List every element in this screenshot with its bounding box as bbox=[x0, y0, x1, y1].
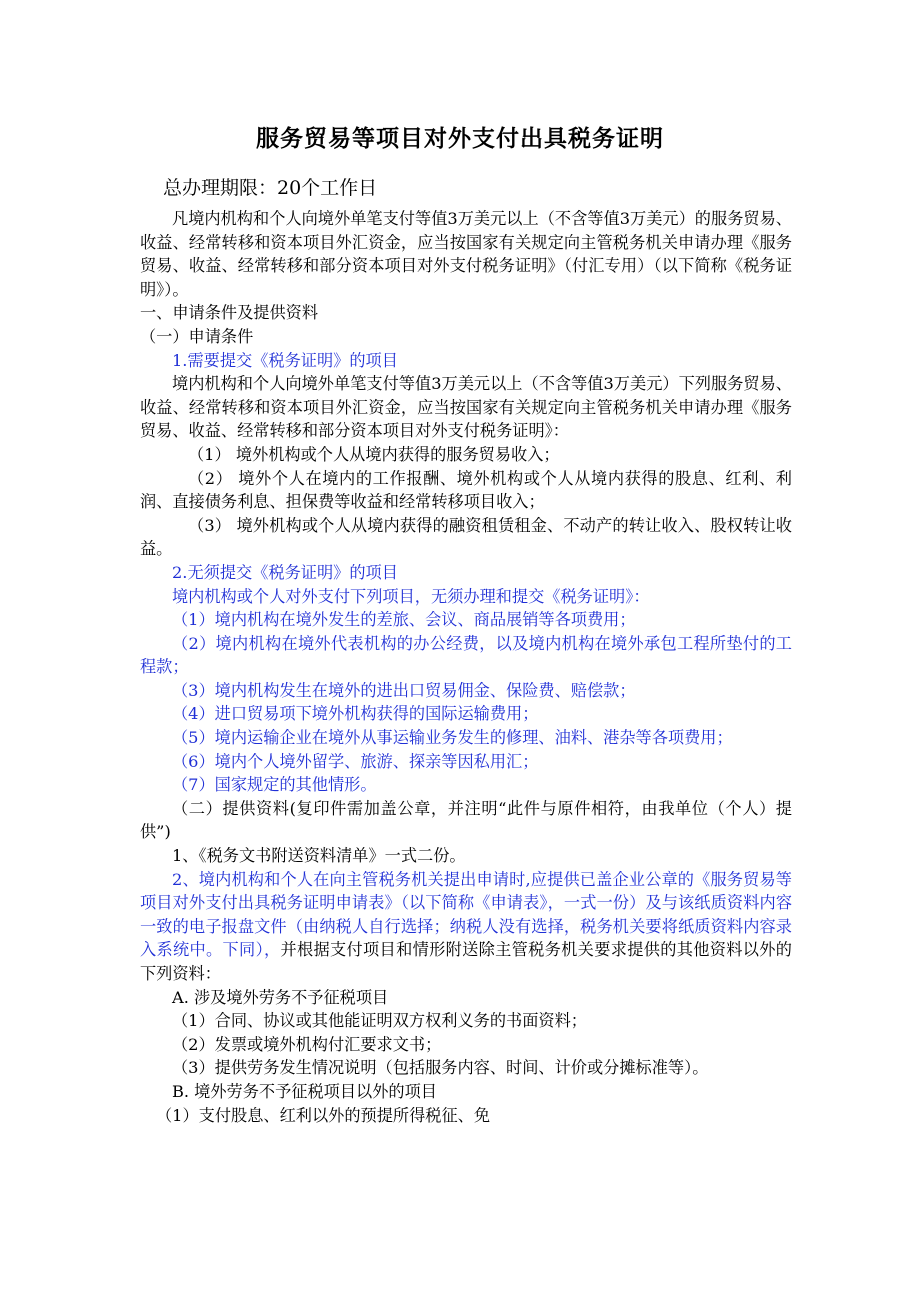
list-item: （5）境内运输企业在境外从事运输业务发生的修理、油料、港杂等各项费用； bbox=[172, 728, 733, 748]
subsection-heading-2: （二）提供资料(复印件需加盖公章，并注明“此件与原件相符，由我单位（个人）提供”) bbox=[140, 798, 792, 842]
paragraph-required-desc: 境内机构和个人向境外单笔支付等值3万美元以上（不含等值3万美元）下列服务贸易、收益、经常转移和资本项目外汇资金，应当按国家有关规定向主管税务机关申请办理《服务贸易、收益、经常转移和部分资本项目对外支付税务证明》： bbox=[140, 374, 792, 441]
list-item: （2） 境外个人在境内的工作报酬、境外机构或个人从境内获得的股息、红利、利润、直接债务利息、担保费等收益和经常转移项目收入； bbox=[140, 468, 792, 512]
paragraph-exempt-desc: 境内机构或个人对外支付下列项目，无须办理和提交《税务证明》： bbox=[172, 586, 650, 606]
item-heading-exempt: 2.无须提交《税务证明》的项目 bbox=[172, 562, 398, 582]
list-item: （3）提供劳务发生情况说明（包括服务内容、时间、计价或分摊标准等）。 bbox=[172, 1058, 709, 1078]
list-item: （1）支付股息、红利以外的预提所得税征、免 bbox=[156, 1105, 491, 1125]
list-item: （3） 境外机构或个人从境内获得的融资租赁租金、不动产的转让收入、股权转让收益。 bbox=[140, 515, 792, 559]
list-item: （1）境内机构在境外发生的差旅、会议、商品展销等各项费用； bbox=[172, 610, 636, 630]
list-item: （1） 境外机构或个人从境内获得的服务贸易收入； bbox=[188, 444, 560, 464]
item-heading-required: 1.需要提交《税务证明》的项目 bbox=[172, 350, 398, 370]
subsection-heading-1: （一）申请条件 bbox=[140, 326, 254, 346]
list-item: （7）国家规定的其他情形。 bbox=[172, 775, 377, 795]
list-item: （4）进口贸易项下境外机构获得的国际运输费用； bbox=[172, 704, 539, 724]
document-body bbox=[140, 207, 792, 1127]
list-item: （2）境内机构在境外代表机构的办公经费，以及境内机构在境外承包工程所垫付的工程款； bbox=[140, 633, 792, 677]
list-item: （2）发票或境外机构付汇要求文书； bbox=[172, 1034, 442, 1054]
list-item: 1、《税务文书附送资料清单》一式二份。 bbox=[172, 846, 466, 866]
document-title: 服务贸易等项目对外支付出具税务证明 bbox=[256, 125, 664, 152]
paragraph-application-black: 并根据支付项目和情形附送除主管税务机关要求提供的其他资料以外的下列资料： bbox=[140, 940, 792, 983]
item-heading-a: A. 涉及境外劳务不予征税项目 bbox=[172, 987, 389, 1007]
intro-paragraph: 凡境内机构和个人向境外单笔支付等值3万美元以上（不含等值3万美元）的服务贸易、收益、经常转移和资本项目外汇资金，应当按国家有关规定向主管税务机关申请办理《服务贸易、收益、经常转移和部分资本项目对外支付税务证明》（付汇专用）（以下简称《税务证明》）。 bbox=[140, 209, 792, 299]
list-item: （3）境内机构发生在境外的进出口贸易佣金、保险费、赔偿款； bbox=[172, 680, 636, 700]
section-heading-1: 一、申请条件及提供资料 bbox=[140, 303, 319, 323]
paragraph-application-blue: 2、境内机构和个人在向主管税务机关提出申请时,应提供已盖企业公章的《服务贸易等项目对外支付出具税务证明申请表》（以下简称《申请表》，一式一份）及与该纸质资料内容一致的电子报盘文件（由纳税人自行选择；纳税人没有选择，税务机关要将纸质资料内容录入系统中。下同）， bbox=[140, 869, 792, 960]
list-item: （6）境内个人境外留学、旅游、探亲等因私用汇； bbox=[172, 751, 539, 771]
list-item: （1）合同、协议或其他能证明双方权利义务的书面资料； bbox=[172, 1011, 587, 1031]
item-heading-b: B. 境外劳务不予征税项目以外的项目 bbox=[172, 1081, 437, 1101]
paragraph-application bbox=[140, 868, 792, 986]
processing-period: 总办理期限：20个工作日 bbox=[163, 177, 378, 199]
